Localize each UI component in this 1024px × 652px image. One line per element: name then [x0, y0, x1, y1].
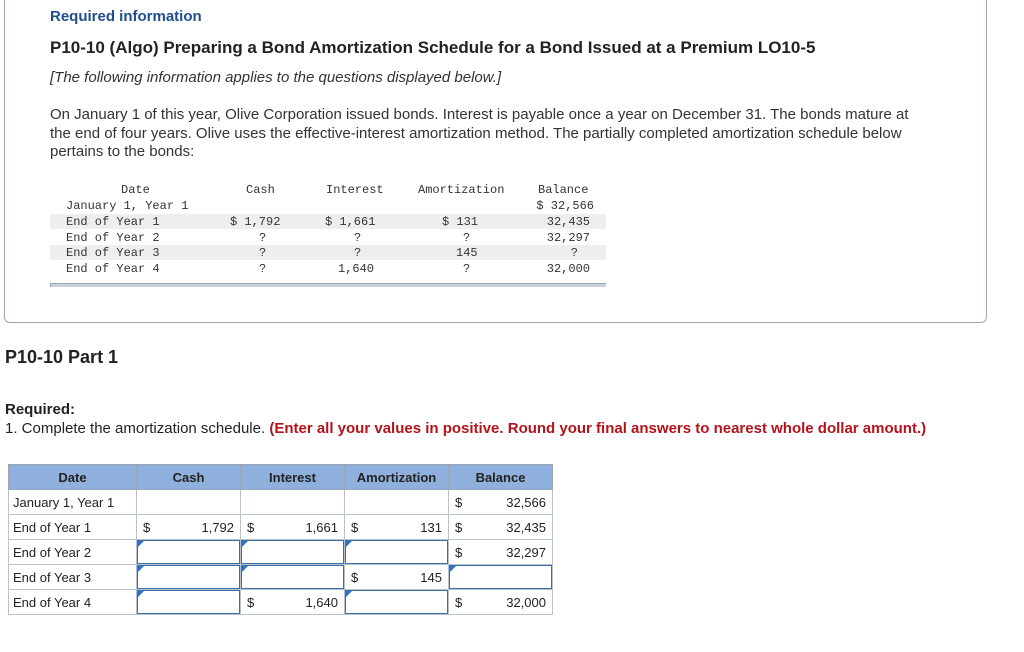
problem-title: P10-10 (Algo) Preparing a Bond Amortization Schedule for a Bond Issued at a Premium LO10-5	[50, 38, 816, 57]
given-header-balance: Balance	[538, 183, 589, 197]
given-date: End of Year 1	[66, 215, 160, 229]
given-date: End of Year 4	[66, 262, 160, 276]
given-header-interest: Interest	[326, 183, 384, 197]
balance-cell: $ 32,435	[449, 515, 553, 540]
amortization-cell[interactable]	[345, 590, 449, 615]
given-cash: ?	[259, 231, 267, 245]
given-amortization: $ 131	[442, 215, 479, 229]
cash-year3-input[interactable]	[137, 565, 240, 589]
amortization-year4-input[interactable]	[345, 590, 448, 614]
instruction-main: 1. Complete the amortization schedule.	[5, 420, 266, 437]
amortization-cell: $ 131	[345, 515, 449, 540]
given-interest: $ 1,661	[325, 215, 376, 229]
given-row	[50, 198, 606, 213]
given-header-row	[50, 182, 606, 197]
header-cash: Cash	[137, 465, 241, 490]
header-amortization: Amortization	[345, 465, 449, 490]
interest-cell: $ 1,661	[241, 515, 345, 540]
given-cash: ?	[259, 262, 267, 276]
interest-cell[interactable]	[241, 565, 345, 590]
given-amortization: ?	[463, 262, 471, 276]
date-cell: End of Year 2	[9, 540, 137, 565]
given-interest: ?	[354, 246, 362, 260]
given-schedule-table	[50, 180, 606, 292]
interest-cell[interactable]	[241, 540, 345, 565]
balance-cell: $ 32,566	[449, 490, 553, 515]
schedule-header-row	[9, 465, 553, 490]
header-date: Date	[9, 465, 137, 490]
info-note: [The following information applies to the questions displayed below.]	[50, 69, 502, 86]
date-cell: End of Year 3	[9, 565, 137, 590]
given-amortization: 145	[456, 246, 478, 260]
cash-year4-input[interactable]	[137, 590, 240, 614]
given-row	[50, 245, 606, 260]
given-interest: ?	[354, 231, 362, 245]
header-interest: Interest	[241, 465, 345, 490]
given-interest: 1,640	[338, 262, 375, 276]
given-header-date: Date	[121, 183, 150, 197]
date-cell: End of Year 4	[9, 590, 137, 615]
cash-cell: $ 1,792	[137, 515, 241, 540]
given-row	[50, 230, 606, 245]
cash-cell[interactable]	[137, 590, 241, 615]
table-row	[9, 590, 553, 615]
given-row	[50, 261, 606, 276]
given-balance: 32,435	[546, 215, 590, 229]
given-balance: 32,000	[546, 262, 590, 276]
given-date: January 1, Year 1	[66, 199, 189, 213]
date-cell: End of Year 1	[9, 515, 137, 540]
cash-year2-input[interactable]	[137, 540, 240, 564]
interest-year3-input[interactable]	[241, 565, 344, 589]
given-balance: 32,297	[546, 231, 590, 245]
date-cell: January 1, Year 1	[9, 490, 137, 515]
given-cash: $ 1,792	[230, 215, 281, 229]
amortization-cell[interactable]	[345, 540, 449, 565]
part-title: P10-10 Part 1	[5, 347, 119, 367]
cash-cell	[137, 490, 241, 515]
required-information-heading: Required information	[50, 8, 202, 25]
given-cash: ?	[259, 246, 267, 260]
given-balance: ?	[570, 246, 578, 260]
cash-cell[interactable]	[137, 540, 241, 565]
cash-cell[interactable]	[137, 565, 241, 590]
table-row	[9, 540, 553, 565]
required-label: Required:	[5, 401, 76, 418]
amortization-schedule-table	[8, 464, 553, 615]
interest-cell: $ 1,640	[241, 590, 345, 615]
amortization-year2-input[interactable]	[345, 540, 448, 564]
header-balance: Balance	[449, 465, 553, 490]
table-row	[9, 515, 553, 540]
amortization-cell	[345, 490, 449, 515]
problem-description: On January 1 of this year, Olive Corporation issued bonds. Interest is payable once a year on December 31. The bonds mature at the end of four years. Olive uses the effective-interest amortization method. The partially completed amortization schedule below pertains to the bonds:	[50, 106, 909, 160]
balance-cell: $ 32,000	[449, 590, 553, 615]
given-date: End of Year 3	[66, 246, 160, 260]
given-balance: $ 32,566	[536, 199, 594, 213]
interest-cell	[241, 490, 345, 515]
instruction-emphasis: (Enter all your values in positive. Round your final answers to nearest whole dollar amount.)	[269, 420, 927, 437]
interest-year2-input[interactable]	[241, 540, 344, 564]
given-row	[50, 214, 606, 229]
given-date: End of Year 2	[66, 231, 160, 245]
table-row	[9, 565, 553, 590]
balance-year3-input[interactable]	[449, 565, 552, 589]
balance-cell[interactable]	[449, 565, 553, 590]
table-row	[9, 490, 553, 515]
instruction-text	[5, 420, 926, 437]
given-header-cash: Cash	[246, 183, 275, 197]
amortization-cell: $ 145	[345, 565, 449, 590]
given-amortization: ?	[463, 231, 471, 245]
given-header-amortization: Amortization	[418, 183, 505, 197]
given-table-scrollbar	[50, 283, 606, 287]
balance-cell: $ 32,297	[449, 540, 553, 565]
